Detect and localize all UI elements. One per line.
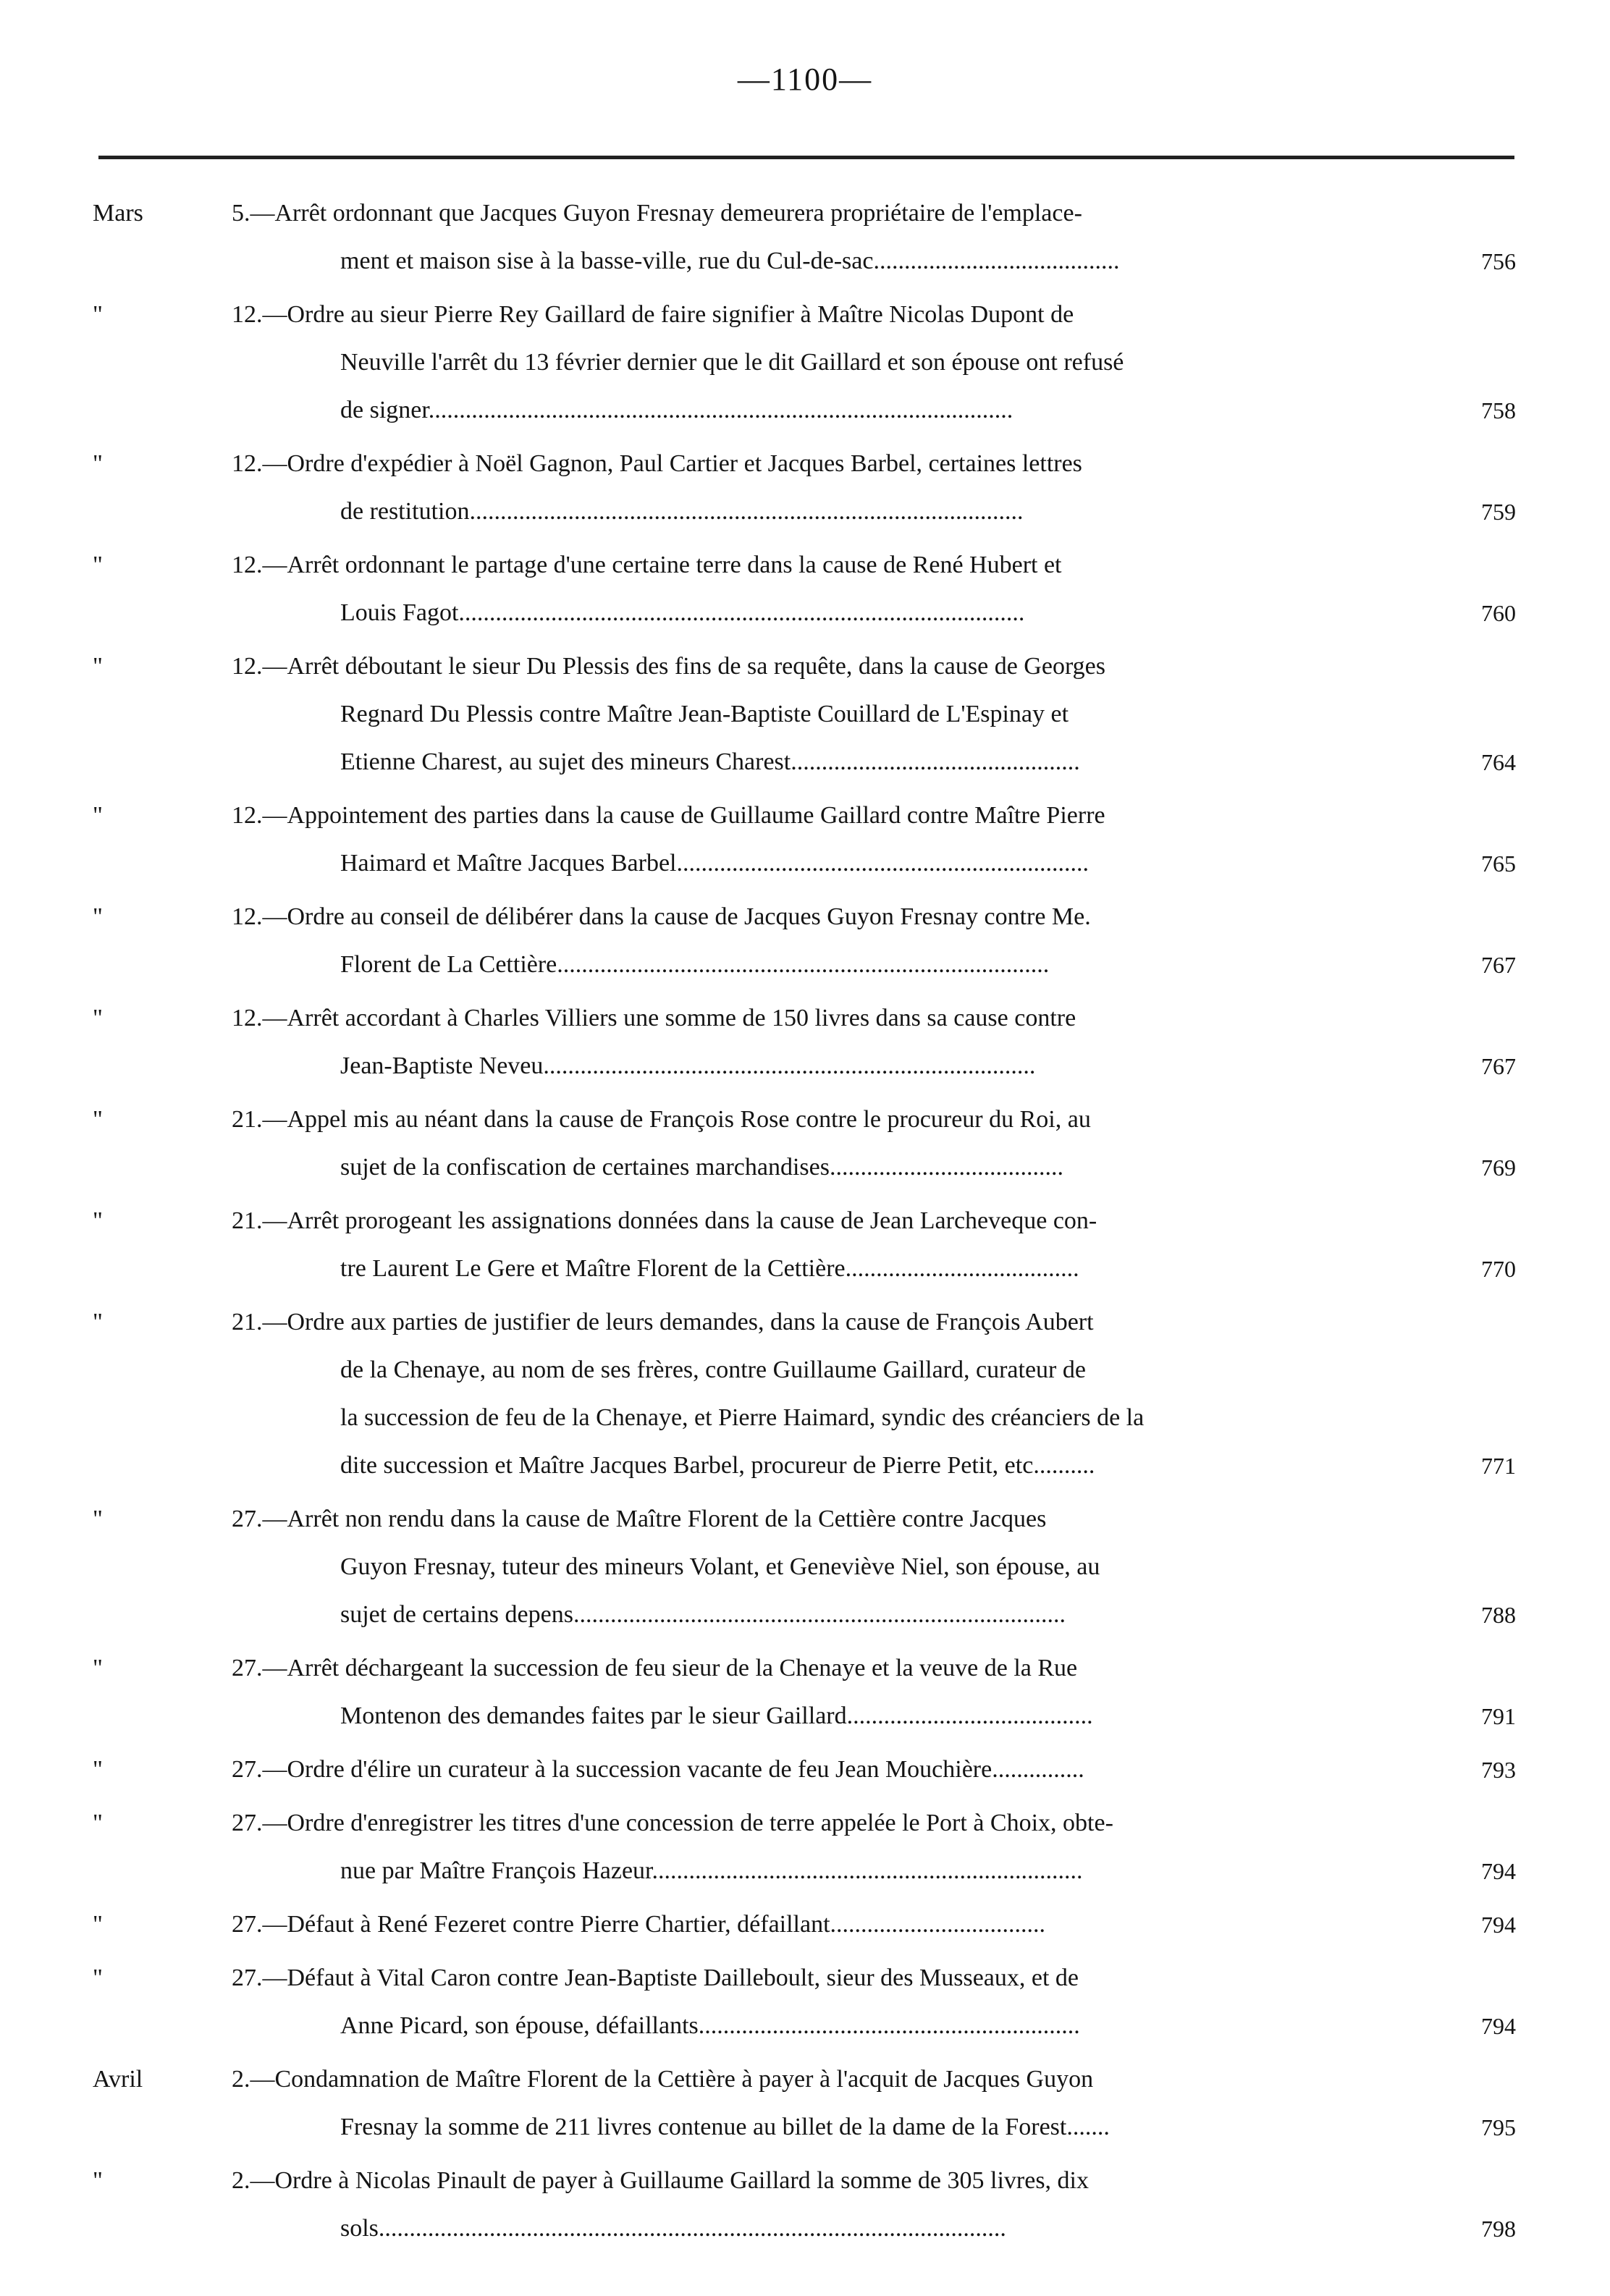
entry-page-number: 756 <box>1481 248 1516 274</box>
entry-page-number: 794 <box>1481 2013 1516 2039</box>
entry-line: la succession de feu de la Chenaye, et Pierre Haimard, syndic des créanciers de la <box>340 1404 1145 1431</box>
entry-line: 12.—Arrêt déboutant le sieur Du Plessis des fins de sa requête, dans la cause de Georges <box>232 653 1105 680</box>
entry-line: 21.—Appel mis au néant dans la cause de François Rose contre le procureur du Roi, au <box>232 1106 1091 1133</box>
entry-line: Haimard et Maître Jacques Barbel................................................................... <box>340 850 1089 877</box>
entry-page-number: 760 <box>1481 600 1516 626</box>
entry-line: nue par Maître François Hazeur...................................................................... <box>340 1857 1083 1884</box>
entry-month: " <box>93 802 103 829</box>
list-item <box>0 1197 1610 1293</box>
entry-text <box>232 440 1433 536</box>
entry-month: " <box>93 1964 103 1991</box>
entry-line: 2.—Condamnation de Maître Florent de la Cettière à payer à l'acquit de Jacques Guyon <box>232 2066 1094 2093</box>
entry-text <box>232 2157 1433 2253</box>
list-item <box>0 541 1610 637</box>
entry-text <box>232 1954 1433 2050</box>
entry-line: Florent de La Cettière................................................................................ <box>340 951 1050 978</box>
entry-line: 12.—Ordre d'expédier à Noël Gagnon, Paul Cartier et Jacques Barbel, certaines lettres <box>232 450 1082 477</box>
entry-month: " <box>93 1506 103 1532</box>
entry-page-number: 764 <box>1481 749 1516 775</box>
entry-line: Montenon des demandes faites par le sieur Gaillard........................................ <box>340 1702 1093 1729</box>
entry-line: Neuville l'arrêt du 13 février dernier que le dit Gaillard et son épouse ont refusé <box>340 349 1124 376</box>
entry-page-number: 770 <box>1481 1256 1516 1282</box>
entry-line: 12.—Appointement des parties dans la cause de Guillaume Gaillard contre Maître Pierre <box>232 802 1105 829</box>
list-item <box>0 1954 1610 2050</box>
list-item <box>0 893 1610 989</box>
entry-line: 2.—Ordre à Nicolas Pinault de payer à Guillaume Gaillard la somme de 305 livres, dix <box>232 2167 1090 2194</box>
list-item <box>0 792 1610 887</box>
header-rule <box>98 156 1514 159</box>
entry-text <box>232 1901 1433 1949</box>
entry-line: sujet de certains depens................................................................................ <box>340 1601 1066 1628</box>
list-item <box>0 291 1610 434</box>
entry-line: sujet de la confiscation de certaines marchandises...................................... <box>340 1154 1063 1181</box>
entry-month: " <box>93 301 103 328</box>
entry-line: 12.—Ordre au sieur Pierre Rey Gaillard de faire signifier à Maître Nicolas Dupont de <box>232 301 1074 328</box>
list-item <box>0 1746 1610 1794</box>
list-item <box>0 1299 1610 1490</box>
entry-page-number: 765 <box>1481 851 1516 877</box>
entry-line: 12.—Arrêt ordonnant le partage d'une certaine terre dans la cause de René Hubert et <box>232 552 1062 578</box>
entry-month: " <box>93 1106 103 1133</box>
entry-line: ment et maison sise à la basse-ville, rue du Cul-de-sac........................................ <box>340 248 1120 274</box>
entry-month: Mars <box>93 200 143 227</box>
entry-line: Regnard Du Plessis contre Maître Jean-Baptiste Couillard de L'Espinay et <box>340 701 1069 727</box>
entry-month: " <box>93 653 103 680</box>
entry-line: 21.—Arrêt prorogeant les assignations données dans la cause de Jean Larcheveque con- <box>232 1207 1097 1234</box>
entry-text <box>232 792 1433 887</box>
entry-line: 27.—Arrêt non rendu dans la cause de Maître Florent de la Cettière contre Jacques <box>232 1506 1047 1532</box>
entry-page-number: 794 <box>1481 1912 1516 1938</box>
entry-page-number: 788 <box>1481 1602 1516 1628</box>
entry-month: " <box>93 903 103 930</box>
entry-page-number: 769 <box>1481 1155 1516 1181</box>
entry-page-number: 793 <box>1481 1757 1516 1783</box>
entry-line: Louis Fagot............................................................................................ <box>340 599 1025 626</box>
entry-line: 27.—Défaut à Vital Caron contre Jean-Baptiste Dailleboult, sieur des Musseaux, et de <box>232 1964 1079 1991</box>
entry-text <box>232 995 1433 1090</box>
entry-line: 27.—Ordre d'enregistrer les titres d'une concession de terre appelée le Port à Choix, obte- <box>232 1810 1113 1836</box>
list-item <box>0 995 1610 1090</box>
entry-text <box>232 1197 1433 1293</box>
entry-month: " <box>93 1911 103 1938</box>
entry-text <box>232 893 1433 989</box>
list-item <box>0 440 1610 536</box>
entry-month: Avril <box>93 2066 143 2093</box>
list-item <box>0 1096 1610 1191</box>
entry-text <box>232 190 1433 285</box>
page-number: —1100— <box>737 62 873 97</box>
entry-text <box>232 1746 1433 1794</box>
entry-line: dite succession et Maître Jacques Barbel, procureur de Pierre Petit, etc.......... <box>340 1452 1095 1479</box>
entry-line: 21.—Ordre aux parties de justifier de leurs demandes, dans la cause de François Aubert <box>232 1309 1094 1335</box>
entry-page-number: 771 <box>1481 1453 1516 1479</box>
entry-line: 12.—Arrêt accordant à Charles Villiers une somme de 150 livres dans sa cause contre <box>232 1005 1076 1031</box>
entry-line: de signer............................................................................................... <box>340 397 1013 423</box>
entry-text <box>232 1096 1433 1191</box>
entry-page-number: 795 <box>1481 2114 1516 2140</box>
entry-line: Anne Picard, son épouse, défaillants.............................................................. <box>340 2012 1080 2039</box>
entry-text <box>232 1299 1433 1490</box>
entry-text <box>232 1495 1433 1639</box>
entry-line: sols...................................................................................................... <box>340 2215 1006 2242</box>
entry-line: tre Laurent Le Gere et Maître Florent de la Cettière...................................... <box>340 1255 1079 1282</box>
entry-month: " <box>93 1207 103 1234</box>
entry-page-number: 767 <box>1481 952 1516 978</box>
entry-line: de la Chenaye, au nom de ses frères, contre Guillaume Gaillard, curateur de <box>340 1356 1086 1383</box>
entry-month: " <box>93 1756 103 1783</box>
list-item <box>0 2157 1610 2253</box>
list-item <box>0 1645 1610 1740</box>
list-item <box>0 643 1610 786</box>
entry-page-number: 758 <box>1481 397 1516 423</box>
entry-month: " <box>93 1005 103 1031</box>
entry-month: " <box>93 2167 103 2194</box>
entry-text <box>232 643 1433 786</box>
entry-line: Etienne Charest, au sujet des mineurs Charest............................................... <box>340 748 1080 775</box>
list-item <box>0 2056 1610 2151</box>
list-item <box>0 1901 1610 1949</box>
list-item <box>0 1799 1610 1895</box>
entry-month: " <box>93 1309 103 1335</box>
entry-text <box>232 1645 1433 1740</box>
list-item <box>0 190 1610 285</box>
entry-month: " <box>93 450 103 477</box>
list-item <box>0 1495 1610 1639</box>
entry-month: " <box>93 1810 103 1836</box>
entry-line: Guyon Fresnay, tuteur des mineurs Volant, et Geneviève Niel, son épouse, au <box>340 1553 1100 1580</box>
entry-line: 5.—Arrêt ordonnant que Jacques Guyon Fresnay demeurera propriétaire de l'emplace- <box>232 200 1082 227</box>
entry-page-number: 794 <box>1481 1858 1516 1884</box>
entry-text <box>232 291 1433 434</box>
entry-line: Jean-Baptiste Neveu................................................................................ <box>340 1052 1036 1079</box>
entry-text <box>232 1799 1433 1895</box>
entry-page-number: 791 <box>1481 1703 1516 1729</box>
entry-line: 12.—Ordre au conseil de délibérer dans la cause de Jacques Guyon Fresnay contre Me. <box>232 903 1091 930</box>
entry-page-number: 759 <box>1481 499 1516 525</box>
entry-line: de restitution.......................................................................................... <box>340 498 1024 525</box>
entry-line: Fresnay la somme de 211 livres contenue au billet de la dame de la Forest....... <box>340 2114 1110 2140</box>
entry-page-number: 767 <box>1481 1053 1516 1079</box>
table-of-contents <box>0 190 1610 2258</box>
entry-line: 27.—Ordre d'élire un curateur à la succession vacante de feu Jean Mouchière............... <box>232 1756 1084 1783</box>
entry-month: " <box>93 552 103 578</box>
entry-line: 27.—Défaut à René Fezeret contre Pierre Chartier, défaillant................................... <box>232 1911 1046 1938</box>
entry-line: 27.—Arrêt déchargeant la succession de feu sieur de la Chenaye et la veuve de la Rue <box>232 1655 1078 1681</box>
entry-month: " <box>93 1655 103 1681</box>
entry-text <box>232 2056 1433 2151</box>
entry-page-number: 798 <box>1481 2216 1516 2242</box>
entry-text <box>232 541 1433 637</box>
